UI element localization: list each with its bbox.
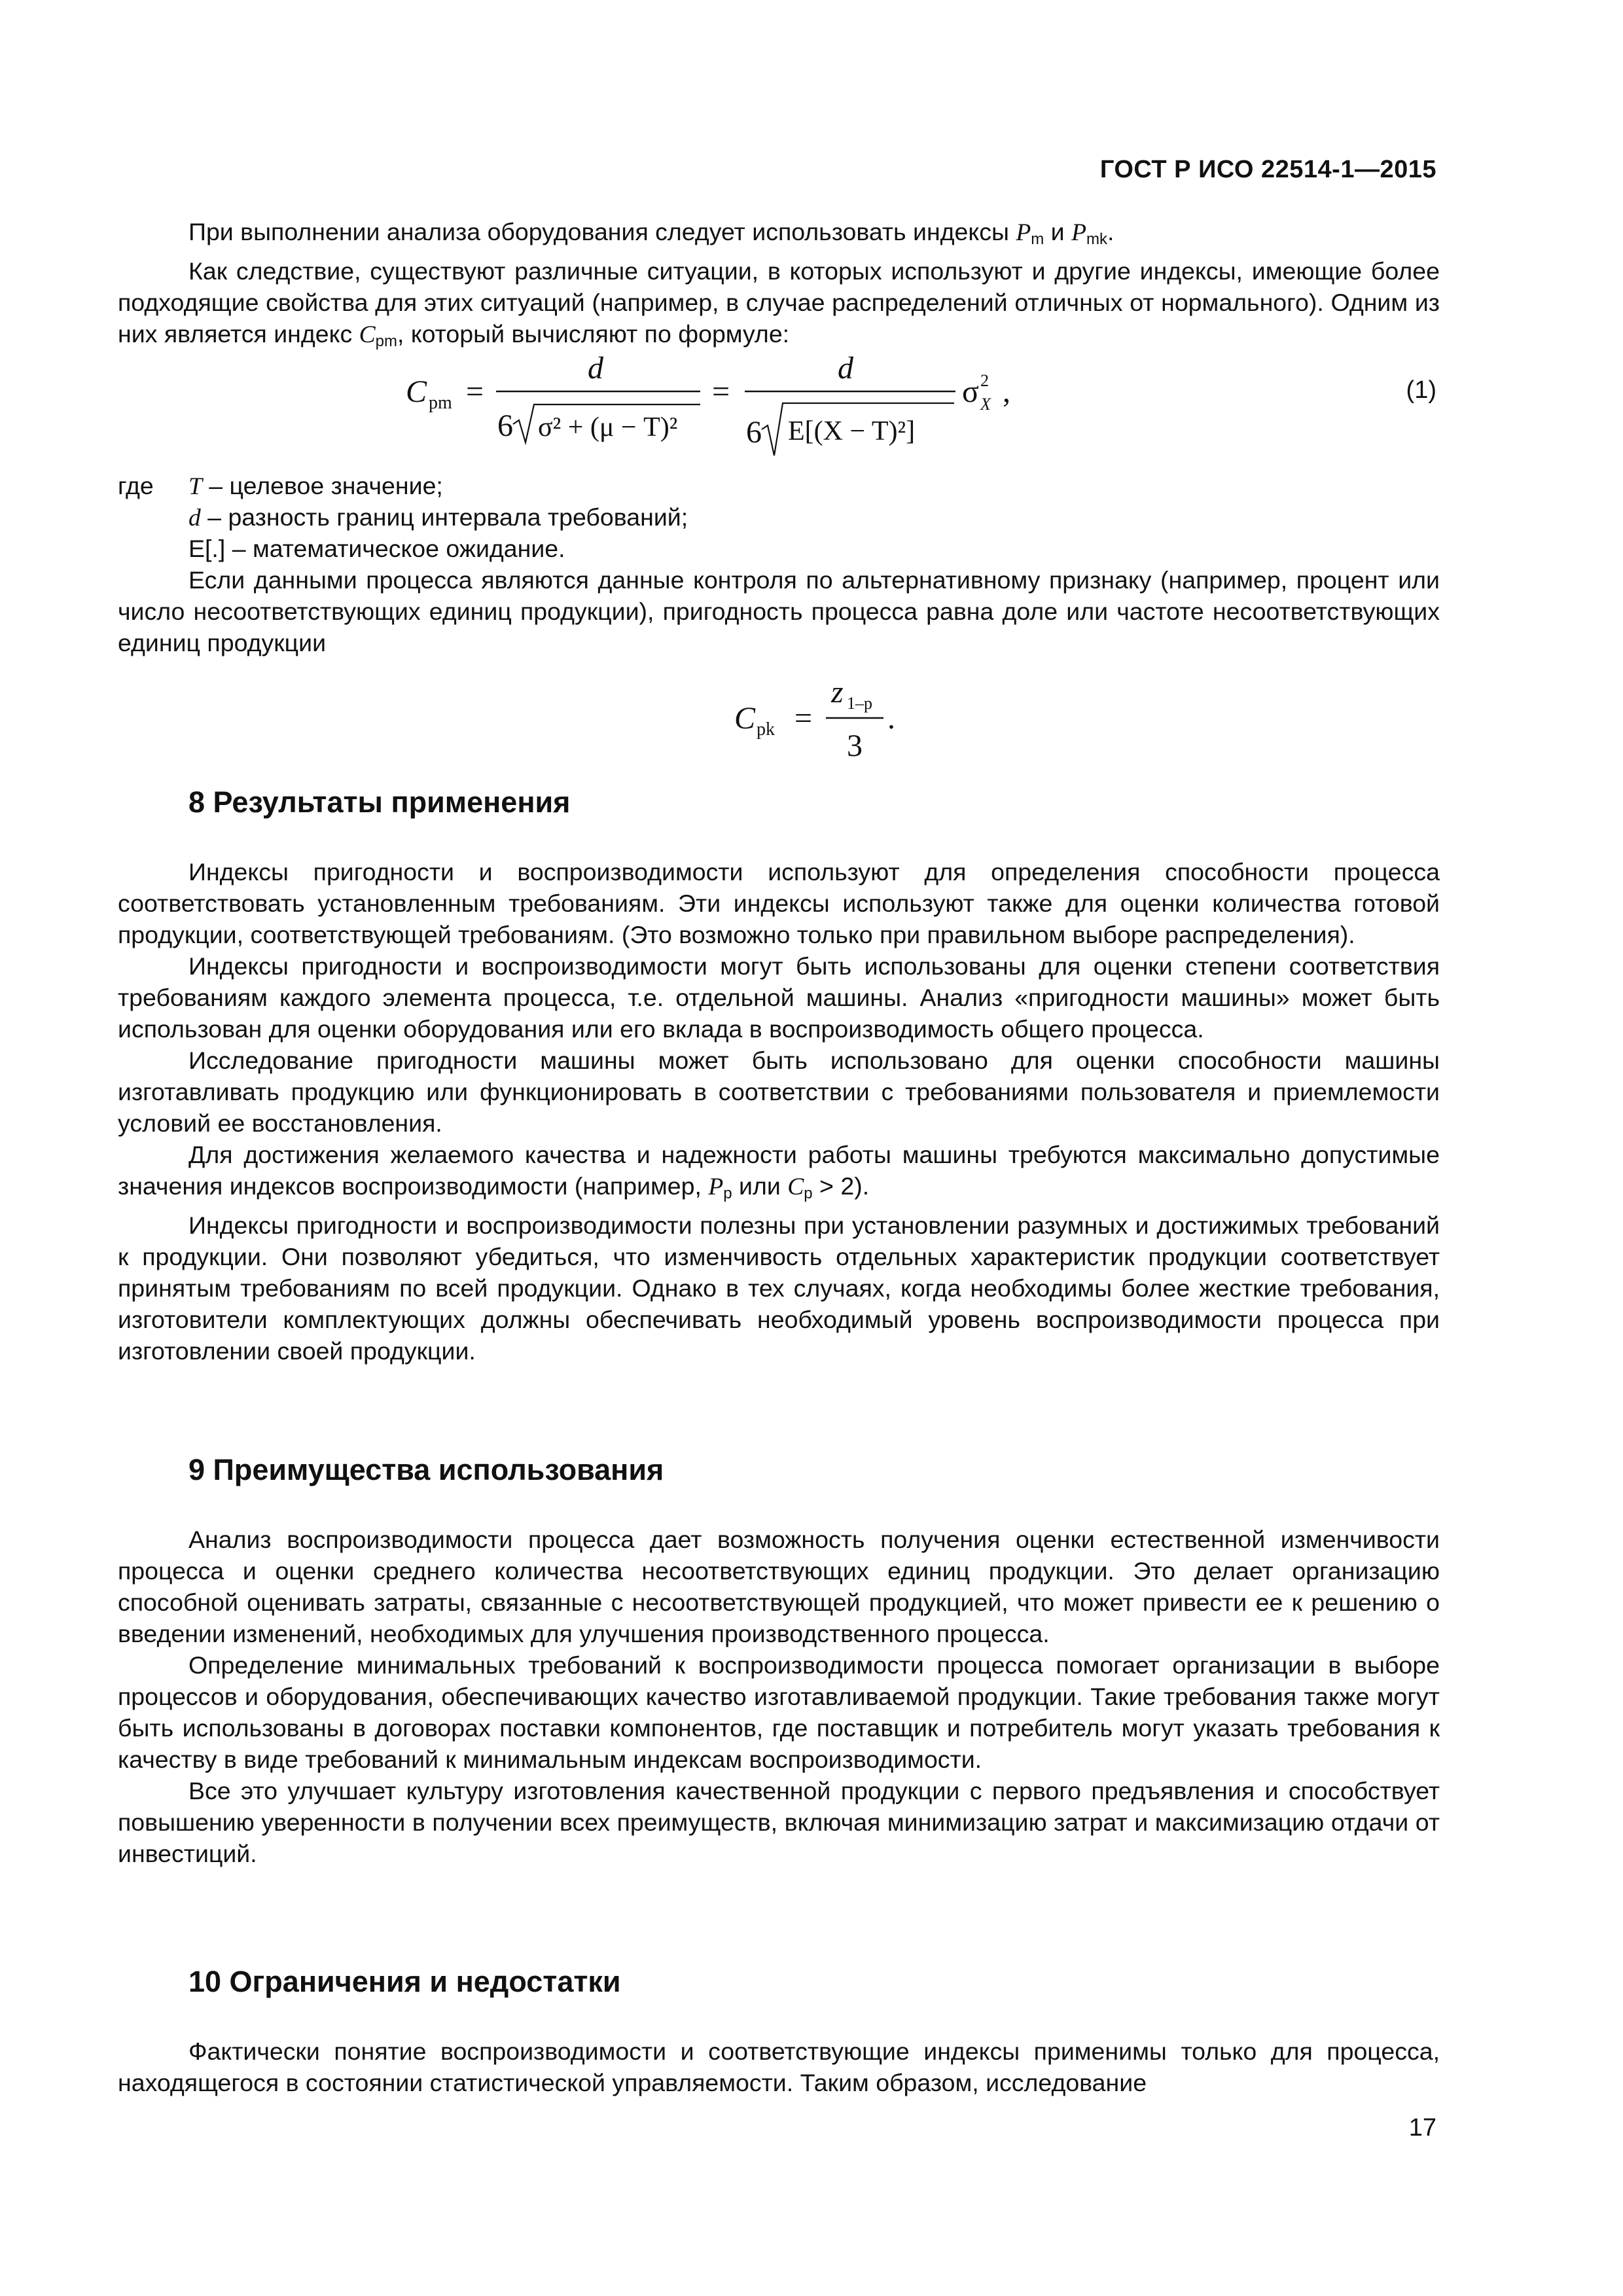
formula-tail-comma: , <box>1003 374 1010 409</box>
formula-cpk-den: 3 <box>847 728 863 763</box>
section-9-paragraph-1: Анализ воспроизводимости процесса дает возможность получения оценки естественной изменчивости процесса и оценки среднего количества несоответствующих единиц продукции. Это делает организацию способной оценивать затраты, связанные с несоответствующей продукцией, что может привести ее к решению о введении изменений, необходимых для улучшения производственного процесса. <box>118 1526 1440 1647</box>
formula-cpk-period: . <box>887 701 895 736</box>
formula-cpk <box>726 671 923 769</box>
page-number: 17 <box>1408 2114 1436 2142</box>
section-8-body <box>118 856 1440 1367</box>
section-8-paragraph-1: Индексы пригодности и воспроизводимости используют для определения способности процесса соответствовать установленным требованиям. Эти индексы используют также для оценки количества готовой продукции, соответствующей требованиям. (Это возможно только при правильном выборе распределения). <box>118 858 1440 948</box>
formula-num-2: d <box>838 351 853 386</box>
formula-cpm-lhs: C <box>406 374 427 409</box>
alt-paragraph: Если данными процесса являются данные контроля по альтернативному признаку (например, процент или число несоответствующих единиц продукции), пригодность процесса равна доле или частоте несоответствующих единиц продукции <box>118 566 1440 656</box>
section-9-paragraph-3: Все это улучшает культуру изготовления качественной продукции с первого предъявления и способствует повышению уверенности в получении всех преимуществ, включая минимизацию затрат и максимизацию отдачи от инвестиций. <box>118 1777 1440 1867</box>
formula-cpk-num-sub: 1–p <box>847 694 872 713</box>
where-list <box>118 470 1440 564</box>
section-8-paragraph-5: Индексы пригодности и воспроизводимости полезны при установлении разумных и достижимых требований к продукции. Они позволяют убедиться, что изменчивость отдельных характеристик продукции соответствует принятым требованиям по всей продукции. Однако в тех случаях, когда необходимы более жесткие требования, изготовители комплектующих должны обеспечивать необходимый уровень воспроизводимости процесса при изготовлении своей продукции. <box>118 1211 1440 1365</box>
section-10-paragraph-1: Фактически понятие воспроизводимости и соответствующие индексы применимы только для процесса, находящегося в состоянии статистической управляемости. Таким образом, исследование <box>118 2037 1440 2096</box>
section-9-body <box>118 1524 1440 1869</box>
intro-paragraph-1: При выполнении анализа оборудования следует использовать индексы $P_m$ и $P_{mk}$. <box>188 218 1115 248</box>
formula-cpk-lhs-sub: pk <box>757 719 775 740</box>
section-9-paragraph-2: Определение минимальных требований к воспроизводимости процесса помогает организации в выборе процессов и оборудования, обеспечивающих качество изготавливаемой продукции. Такие требования также могут быть использованы в договорах поставки компонентов, где поставщик и потребитель могут указать требования к качеству в виде требований к минимальным индексам воспроизводимости. <box>118 1651 1440 1773</box>
where-label: где <box>118 472 154 499</box>
where-row-3: E[.] – математическое ожидание. <box>188 535 565 562</box>
formula-den1-coef: 6 <box>497 408 513 443</box>
formula-den1-expr: σ² + (μ − T)² <box>538 412 678 442</box>
formula-eq-2: = <box>712 374 730 409</box>
formula-num-1: d <box>588 351 603 386</box>
section-8-paragraph-2: Индексы пригодности и воспроизводимости могут быть использованы для оценки степени соответствия требованиям каждого элемента процесса, т.е. отдельной машины. Анализ «пригодности машины» может быть использован для оценки оборудования или его вклада в воспроизводимость общего процесса. <box>118 952 1440 1043</box>
formula-den2-coef: 6 <box>746 415 762 450</box>
formula-cpm <box>393 344 1047 469</box>
formula-tail-sub: X <box>980 395 991 414</box>
intro-block <box>118 216 1440 357</box>
intro-paragraph-2: Как следствие, существуют различные ситуации, в которых используют и другие индексы, имеющие более подходящие свойства для этих ситуаций (например, в случае распределений отличных от нормального). Одним из них является индекс $C_{pm}$, который вычисляют по формуле: <box>118 257 1440 350</box>
formula-tail-sigma: σ <box>962 374 979 409</box>
formula-cpk-eq: = <box>794 701 813 736</box>
formula-eq-1: = <box>466 374 484 409</box>
equation-number: (1) <box>1406 376 1436 404</box>
formula-tail-sup: 2 <box>980 371 989 390</box>
where-row-1: где T – целевое значение; <box>118 470 1440 501</box>
section-8-paragraph-3: Исследование пригодности машины может быть использовано для оценки способности машины изготавливать продукцию или функционировать в соответствии с требованиями пользователя и приемлемости условий ее восстановления. <box>118 1047 1440 1137</box>
formula-cpk-num: z <box>831 675 844 709</box>
document-header: ГОСТ Р ИСО 22514-1—2015 <box>1099 156 1436 183</box>
formula-den2-expr: E[(X − T)²] <box>788 416 916 446</box>
section-10-body <box>118 2036 1440 2098</box>
section-8-paragraph-4: Для достижения желаемого качества и надежности работы машины требуются максимально допустимые значения индексов воспроизводимости (например, $P_p$ или $C_p > 2$). <box>118 1141 1440 1202</box>
where-row-2: d – разность границ интервала требований; <box>188 503 688 531</box>
section-9-heading: 9 Преимущества использования <box>188 1453 664 1486</box>
section-10-heading: 10 Ограничения и недостатки <box>188 1965 621 1998</box>
formula-cpm-lhs-sub: pm <box>429 393 452 413</box>
formula-cpk-lhs: C <box>734 701 756 736</box>
section-8-heading: 8 Результаты применения <box>188 785 571 819</box>
alt-block <box>118 564 1440 658</box>
